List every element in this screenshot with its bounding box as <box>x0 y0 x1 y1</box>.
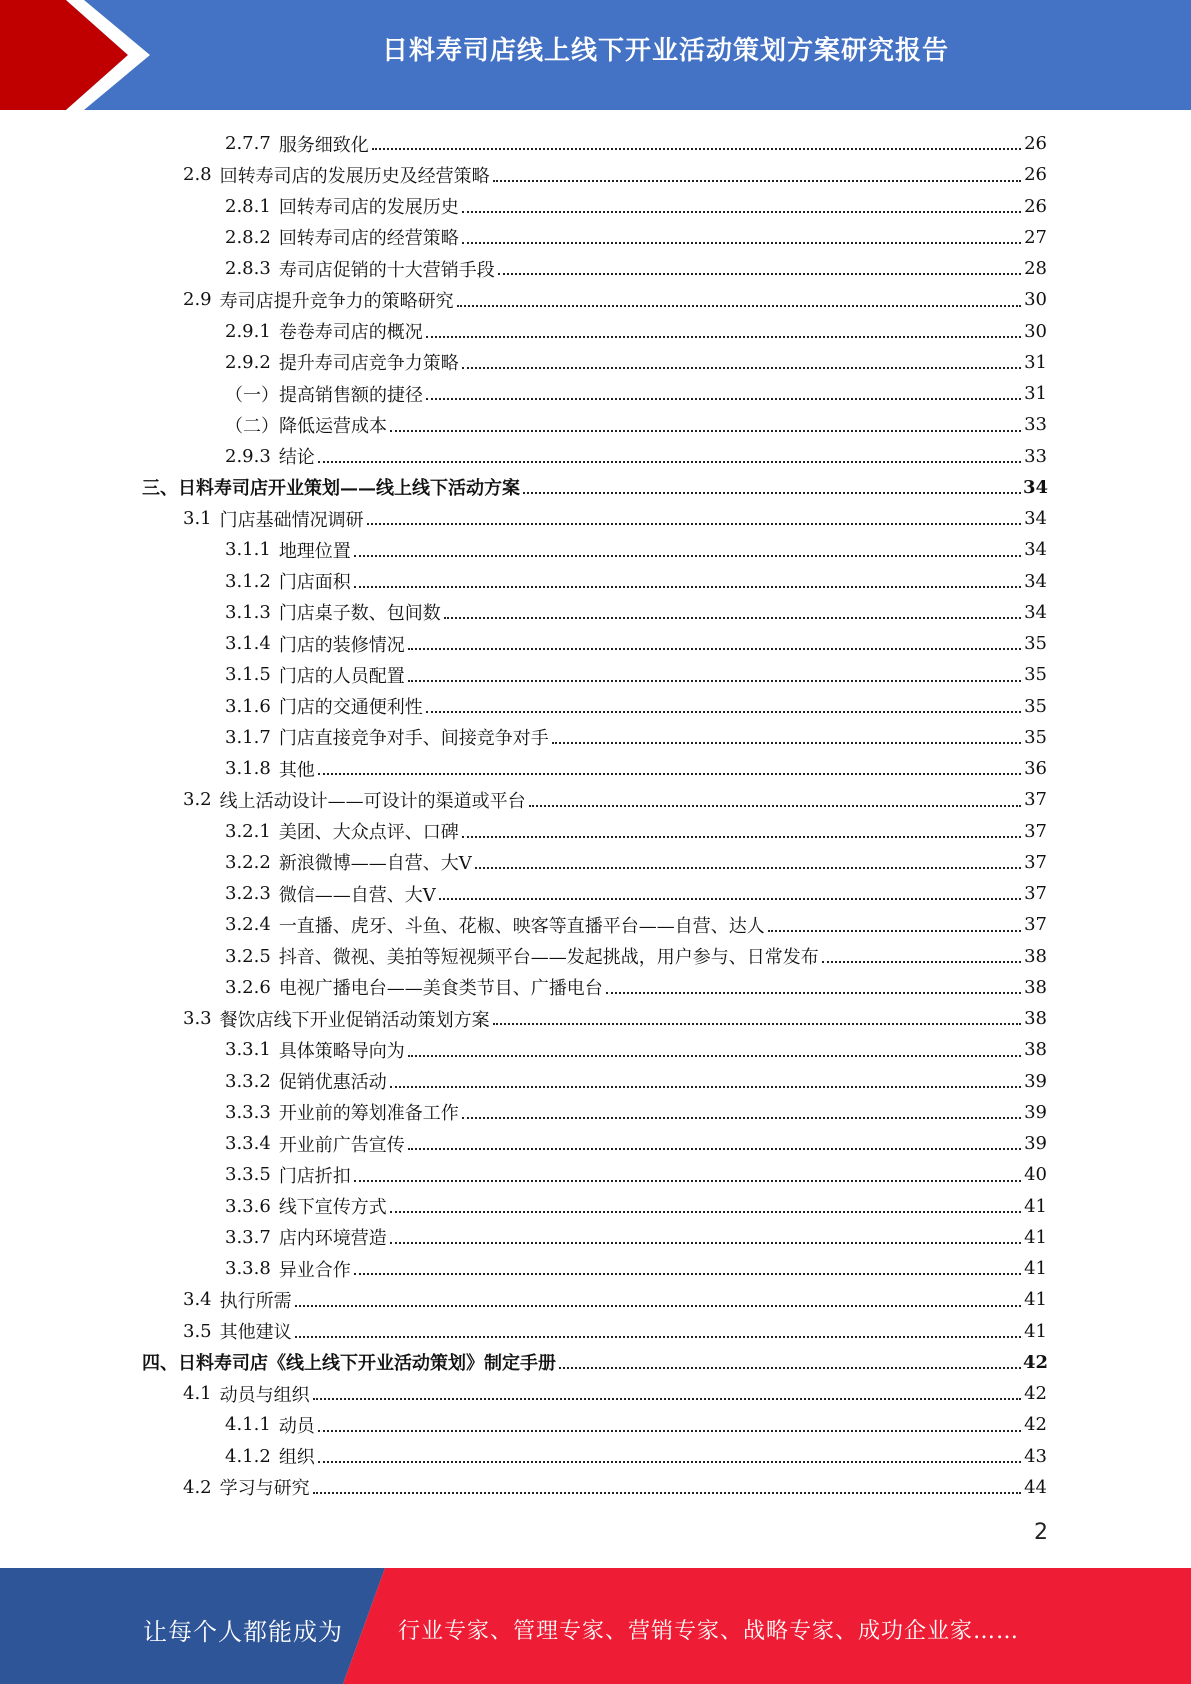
toc-entry-page: 31 <box>1024 383 1047 405</box>
toc-entry-title: 一直播、虎牙、斗鱼、花椒、映客等直播平台——自营、达人 <box>278 915 765 937</box>
toc-entry-page: 34 <box>1024 508 1047 530</box>
toc-entry-page: 35 <box>1024 695 1047 717</box>
toc-entry-title: 开业前的筹划准备工作 <box>278 1103 459 1125</box>
toc-entry-title: 异业合作 <box>278 1259 351 1281</box>
toc-entry[interactable] <box>0 503 1191 534</box>
toc-dot-leader <box>559 1347 1021 1378</box>
toc-entry-title: 门店折扣 <box>278 1165 351 1187</box>
toc-entry-title: 促销优惠活动 <box>278 1072 387 1094</box>
toc-entry-page: 35 <box>1024 726 1047 748</box>
toc-dot-leader <box>426 378 1021 409</box>
toc-entry-page: 42 <box>1024 1414 1047 1436</box>
toc-entry-title: 结论 <box>278 447 315 469</box>
toc-entry-number: 3.3.4 <box>225 1133 271 1155</box>
toc-dot-leader <box>493 1003 1021 1034</box>
toc-entry[interactable] <box>0 941 1191 972</box>
toc-entry-number: 2.8.3 <box>225 258 271 280</box>
toc-entry-page: 42 <box>1023 1351 1049 1373</box>
toc-entry-title: （一）提高销售额的捷径 <box>225 384 423 406</box>
toc-entry-number: 3.3.2 <box>225 1070 271 1092</box>
toc-dot-leader <box>318 441 1021 472</box>
toc-dot-leader <box>426 316 1021 347</box>
toc-entry-page: 41 <box>1024 1258 1047 1280</box>
toc-entry-page: 41 <box>1024 1320 1047 1342</box>
toc-entry-title: （二）降低运营成本 <box>225 415 387 437</box>
toc-entry[interactable] <box>0 347 1191 378</box>
toc-entry-number: 3.1.3 <box>225 601 271 623</box>
toc-entry[interactable] <box>0 628 1191 659</box>
footer-slogan-right: 行业专家、管理专家、营销专家、战略专家、成功企业家…… <box>398 1619 1020 1644</box>
toc-entry-title: 其他 <box>278 759 315 781</box>
toc-entry-page: 39 <box>1024 1101 1047 1123</box>
toc-entry-number: 2.7.7 <box>225 133 271 155</box>
toc-dot-leader <box>444 597 1021 628</box>
toc-entry-number: 3.1.7 <box>225 726 271 748</box>
toc-entry[interactable] <box>0 659 1191 690</box>
toc-entry[interactable] <box>0 1316 1191 1347</box>
toc-dot-leader <box>493 159 1021 190</box>
toc-entry-title: 抖音、微视、美拍等短视频平台——发起挑战，用户参与、日常发布 <box>278 947 819 969</box>
toc-entry-title: 门店的装修情况 <box>278 634 405 656</box>
toc-entry-title: 具体策略导向为 <box>278 1040 405 1062</box>
toc-entry[interactable] <box>0 316 1191 347</box>
toc-dot-leader <box>318 1409 1021 1440</box>
toc-entry-number: 3.3.5 <box>225 1164 271 1186</box>
table-of-contents <box>0 128 1191 1503</box>
toc-entry[interactable] <box>0 878 1191 909</box>
toc-dot-leader <box>475 847 1021 878</box>
toc-entry-page: 40 <box>1024 1164 1047 1186</box>
toc-entry[interactable] <box>0 972 1191 1003</box>
toc-entry[interactable] <box>0 253 1191 284</box>
toc-entry-number: 3.1.8 <box>225 758 271 780</box>
toc-entry-title: 四、日料寿司店《线上线下开业活动策划》制定手册 <box>142 1353 556 1375</box>
toc-entry-number: 2.8.2 <box>225 226 271 248</box>
toc-entry-title: 回转寿司店的发展历史 <box>278 197 459 219</box>
toc-entry-number: 3.2.2 <box>225 851 271 873</box>
toc-entry-title: 开业前广告宣传 <box>278 1134 405 1156</box>
toc-entry-page: 34 <box>1024 570 1047 592</box>
toc-entry[interactable] <box>0 753 1191 784</box>
toc-entry[interactable] <box>0 1097 1191 1128</box>
toc-entry[interactable] <box>0 722 1191 753</box>
toc-entry[interactable] <box>0 128 1191 159</box>
toc-entry-number: 3.1.5 <box>225 664 271 686</box>
toc-entry-title: 美团、大众点评、口碑 <box>278 822 459 844</box>
toc-entry-number: 3.3 <box>183 1008 212 1030</box>
toc-entry[interactable] <box>0 1409 1191 1440</box>
toc-entry-page: 43 <box>1024 1445 1047 1467</box>
footer-slogan-left: 让每个人都能成为 <box>143 1618 343 1646</box>
toc-entry[interactable] <box>0 1066 1191 1097</box>
toc-entry-number: 3.1.1 <box>225 539 271 561</box>
toc-entry[interactable] <box>0 1378 1191 1409</box>
toc-entry-page: 31 <box>1024 351 1047 373</box>
toc-entry[interactable] <box>0 378 1191 409</box>
toc-entry[interactable] <box>0 1003 1191 1034</box>
toc-entry-page: 38 <box>1024 1008 1047 1030</box>
toc-dot-leader <box>552 722 1021 753</box>
toc-dot-leader <box>462 191 1021 222</box>
toc-entry-page: 35 <box>1024 633 1047 655</box>
toc-entry-title: 门店直接竞争对手、间接竞争对手 <box>278 728 549 750</box>
toc-entry-number: 3.3.6 <box>225 1195 271 1217</box>
toc-entry-title: 地理位置 <box>278 540 351 562</box>
toc-entry-number: 3.2.5 <box>225 945 271 967</box>
toc-entry[interactable] <box>0 534 1191 565</box>
toc-entry-number: 3.2.1 <box>225 820 271 842</box>
toc-entry[interactable] <box>0 1441 1191 1472</box>
toc-dot-leader <box>523 472 1021 503</box>
toc-dot-leader <box>390 409 1021 440</box>
toc-entry-number: 3.3.1 <box>225 1039 271 1061</box>
toc-entry-page: 36 <box>1024 758 1047 780</box>
toc-entry-number: 4.1.2 <box>225 1445 271 1467</box>
toc-dot-leader <box>354 1253 1021 1284</box>
toc-dot-leader <box>408 1034 1021 1065</box>
header-band <box>0 0 1191 110</box>
toc-entry-number: 3.1 <box>183 508 212 530</box>
toc-dot-leader <box>390 1066 1021 1097</box>
toc-entry[interactable] <box>0 784 1191 815</box>
toc-entry[interactable] <box>0 566 1191 597</box>
toc-entry-title: 店内环境营造 <box>278 1228 387 1250</box>
toc-dot-leader <box>390 1191 1021 1222</box>
toc-entry-number: 2.9.3 <box>225 445 271 467</box>
toc-entry-title: 门店桌子数、包间数 <box>278 603 441 625</box>
toc-dot-leader <box>822 941 1021 972</box>
toc-entry-page: 34 <box>1024 539 1047 561</box>
toc-dot-leader <box>313 1378 1021 1409</box>
toc-entry-page: 41 <box>1024 1226 1047 1248</box>
document-title: 日料寿司店线上线下开业活动策划方案研究报告 <box>381 36 949 66</box>
toc-entry-page: 33 <box>1024 445 1047 467</box>
toc-entry-page: 38 <box>1024 1039 1047 1061</box>
toc-dot-leader <box>318 1441 1021 1472</box>
toc-entry[interactable] <box>0 472 1191 503</box>
toc-entry-number: 3.3.8 <box>225 1258 271 1280</box>
toc-entry-page: 44 <box>1024 1476 1047 1498</box>
toc-entry-title: 动员 <box>278 1415 315 1437</box>
toc-entry[interactable] <box>0 1128 1191 1159</box>
toc-dot-leader <box>408 659 1021 690</box>
toc-entry-page: 26 <box>1024 195 1047 217</box>
toc-entry-page: 38 <box>1024 976 1047 998</box>
toc-entry-number: 3.4 <box>183 1289 212 1311</box>
toc-entry[interactable] <box>0 1222 1191 1253</box>
toc-dot-leader <box>354 1159 1021 1190</box>
toc-entry-page: 37 <box>1024 914 1047 936</box>
toc-entry[interactable] <box>0 1253 1191 1284</box>
toc-entry-title: 回转寿司店的经营策略 <box>278 228 459 250</box>
toc-dot-leader <box>367 503 1021 534</box>
toc-entry-title: 其他建议 <box>219 1322 292 1344</box>
toc-entry[interactable] <box>0 847 1191 878</box>
toc-entry-number: 2.8 <box>183 164 212 186</box>
toc-entry[interactable] <box>0 1347 1191 1378</box>
toc-entry-page: 37 <box>1024 883 1047 905</box>
toc-dot-leader <box>372 128 1021 159</box>
toc-entry[interactable] <box>0 597 1191 628</box>
toc-dot-leader <box>462 222 1021 253</box>
toc-entry-title: 餐饮店线下开业促销活动策划方案 <box>219 1009 490 1031</box>
toc-entry-page: 39 <box>1024 1070 1047 1092</box>
toc-entry[interactable] <box>0 816 1191 847</box>
toc-entry-number: 3.2.6 <box>225 976 271 998</box>
toc-entry[interactable] <box>0 909 1191 940</box>
toc-entry-page: 30 <box>1024 320 1047 342</box>
toc-entry[interactable] <box>0 691 1191 722</box>
toc-dot-leader <box>318 753 1021 784</box>
toc-entry-number: 3.2 <box>183 789 212 811</box>
toc-entry-number: 3.1.2 <box>225 570 271 592</box>
toc-entry[interactable] <box>0 191 1191 222</box>
toc-dot-leader <box>462 1097 1021 1128</box>
toc-entry[interactable] <box>0 1472 1191 1503</box>
toc-entry-title: 三、日料寿司店开业策划——线上线下活动方案 <box>142 478 520 500</box>
toc-entry-page: 41 <box>1024 1289 1047 1311</box>
toc-entry-page: 37 <box>1024 851 1047 873</box>
toc-entry[interactable] <box>0 159 1191 190</box>
toc-dot-leader <box>295 1284 1021 1315</box>
toc-entry-page: 37 <box>1024 789 1047 811</box>
toc-entry[interactable] <box>0 409 1191 440</box>
toc-entry-title: 卷卷寿司店的概况 <box>278 322 423 344</box>
toc-entry-number: 2.9.2 <box>225 351 271 373</box>
toc-dot-leader <box>354 534 1021 565</box>
toc-entry-title: 服务细致化 <box>278 134 369 156</box>
toc-entry-number: 3.2.3 <box>225 883 271 905</box>
toc-dot-leader <box>313 1472 1021 1503</box>
toc-entry-number: 3.1.4 <box>225 633 271 655</box>
toc-entry-page: 39 <box>1024 1133 1047 1155</box>
toc-dot-leader <box>354 566 1021 597</box>
toc-entry-title: 门店的人员配置 <box>278 665 405 687</box>
toc-dot-leader <box>498 253 1021 284</box>
toc-entry-page: 34 <box>1023 476 1049 498</box>
toc-entry[interactable] <box>0 222 1191 253</box>
toc-dot-leader <box>768 909 1021 940</box>
toc-entry-title: 线上活动设计——可设计的渠道或平台 <box>219 790 526 812</box>
toc-entry-title: 回转寿司店的发展历史及经营策略 <box>219 165 490 187</box>
toc-dot-leader <box>457 284 1021 315</box>
toc-entry-page: 34 <box>1024 601 1047 623</box>
toc-entry-number: 2.8.1 <box>225 195 271 217</box>
toc-entry-title: 组织 <box>278 1447 315 1469</box>
toc-dot-leader <box>426 691 1021 722</box>
toc-entry-page: 26 <box>1024 133 1047 155</box>
toc-dot-leader <box>462 347 1021 378</box>
toc-entry-title: 执行所需 <box>219 1290 292 1312</box>
toc-entry-title: 寿司店提升竞争力的策略研究 <box>219 290 454 312</box>
toc-entry-page: 38 <box>1024 945 1047 967</box>
toc-entry[interactable] <box>0 284 1191 315</box>
toc-entry-page: 26 <box>1024 164 1047 186</box>
toc-entry-title: 门店的交通便利性 <box>278 697 423 719</box>
toc-entry-number: 4.1.1 <box>225 1414 271 1436</box>
toc-entry-title: 电视广播电台——美食类节目、广播电台 <box>278 978 603 1000</box>
toc-entry-number: 3.1.6 <box>225 695 271 717</box>
toc-entry-page: 35 <box>1024 664 1047 686</box>
toc-dot-leader <box>529 784 1021 815</box>
toc-entry[interactable] <box>0 1191 1191 1222</box>
toc-entry-page: 41 <box>1024 1195 1047 1217</box>
toc-entry-page: 28 <box>1024 258 1047 280</box>
toc-entry-title: 门店面积 <box>278 572 351 594</box>
toc-dot-leader <box>462 816 1021 847</box>
page-number: 2 <box>1034 1520 1048 1545</box>
toc-dot-leader <box>408 628 1021 659</box>
toc-entry-page: 27 <box>1024 226 1047 248</box>
toc-entry-page: 37 <box>1024 820 1047 842</box>
toc-entry[interactable] <box>0 1034 1191 1065</box>
toc-entry-title: 学习与研究 <box>219 1478 310 1500</box>
toc-entry-title: 动员与组织 <box>219 1384 310 1406</box>
toc-entry-title: 微信——自营、大V <box>278 884 436 906</box>
toc-entry-title: 新浪微博——自营、大V <box>278 853 472 875</box>
toc-entry-page: 30 <box>1024 289 1047 311</box>
toc-entry[interactable] <box>0 1284 1191 1315</box>
toc-entry-title: 寿司店促销的十大营销手段 <box>278 259 495 281</box>
toc-entry-title: 提升寿司店竞争力策略 <box>278 353 459 375</box>
toc-entry-title: 线下宣传方式 <box>278 1197 387 1219</box>
toc-dot-leader <box>295 1316 1021 1347</box>
toc-entry-page: 42 <box>1024 1383 1047 1405</box>
toc-dot-leader <box>390 1222 1021 1253</box>
toc-entry-number: 3.5 <box>183 1320 212 1342</box>
toc-entry[interactable] <box>0 1159 1191 1190</box>
toc-entry[interactable] <box>0 441 1191 472</box>
toc-entry-number: 2.9.1 <box>225 320 271 342</box>
toc-entry-number: 3.3.7 <box>225 1226 271 1248</box>
toc-entry-page: 33 <box>1024 414 1047 436</box>
toc-entry-number: 3.3.3 <box>225 1101 271 1123</box>
toc-entry-title: 门店基础情况调研 <box>219 509 364 531</box>
toc-entry-number: 4.1 <box>183 1383 212 1405</box>
toc-dot-leader <box>408 1128 1021 1159</box>
toc-dot-leader <box>439 878 1021 909</box>
toc-entry-number: 4.2 <box>183 1476 212 1498</box>
footer-band <box>0 1568 1191 1684</box>
toc-dot-leader <box>606 972 1021 1003</box>
toc-entry-number: 2.9 <box>183 289 212 311</box>
toc-entry-number: 3.2.4 <box>225 914 271 936</box>
